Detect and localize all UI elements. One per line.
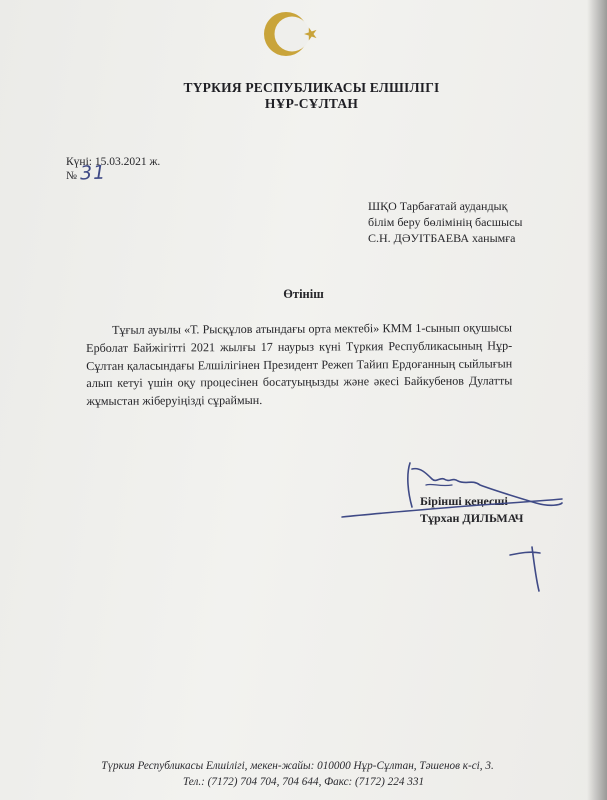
- signatory-name: Тұрхан ДИЛЬМАЧ: [420, 511, 524, 525]
- footer-address: Түркия Республикасы Елшілігі, мекен-жайы: 010000 Нұр-Сұлтан, Тәшенов к-сі, 3.: [101, 760, 494, 772]
- addressee-line-2: білім беру бөлімінің басшысы: [368, 215, 523, 229]
- letter-date: Күні: 15.03.2021 ж.: [66, 156, 161, 168]
- embassy-title: ТҮРКИЯ РЕСПУБЛИКАСЫ ЕЛШІЛІГІ: [183, 80, 440, 95]
- addressee-line-3: С.Н. ДӘУІТБАЕВА ханымға: [368, 231, 516, 245]
- embassy-city: НҰР-СҰЛТАН: [264, 96, 359, 111]
- letter-body-text: Тұғыл ауылы «Т. Рысқұлов атындағы орта мектебі» КММ 1-сынып оқушысы Ерболат Байжігітті 2021 жылғы 17 наурыз күні Түркия Республикасының Нұр-Сұлтан қаласындағы Елшілігінен Президент Режеп Тайип Ердоғанның сыйлығын алып кетуі үшін оқу процесінен босатуыңызды және әкесі Байкубенов Дулатты жұмыстан жіберуіңізді сұраймын.: [86, 320, 513, 409]
- page-edge-shadow: [587, 0, 607, 800]
- addressee-line-1: ШҚО Тарбағатай аудандық: [368, 199, 508, 213]
- letter-body: [86, 319, 513, 411]
- footer-contacts: Тел.: (7172) 704 704, 704 644, Факс: (7172) 224 331: [182, 776, 425, 788]
- signatory-position: Бірінші кеңесші: [420, 494, 508, 508]
- handwritten-signature-icon: [340, 455, 580, 600]
- document-title: Өтініш: [283, 287, 324, 301]
- letter-number-handwritten: 31: [79, 161, 107, 185]
- crescent-star-emblem-icon: [258, 8, 330, 60]
- letter-number-label: №: [66, 170, 77, 182]
